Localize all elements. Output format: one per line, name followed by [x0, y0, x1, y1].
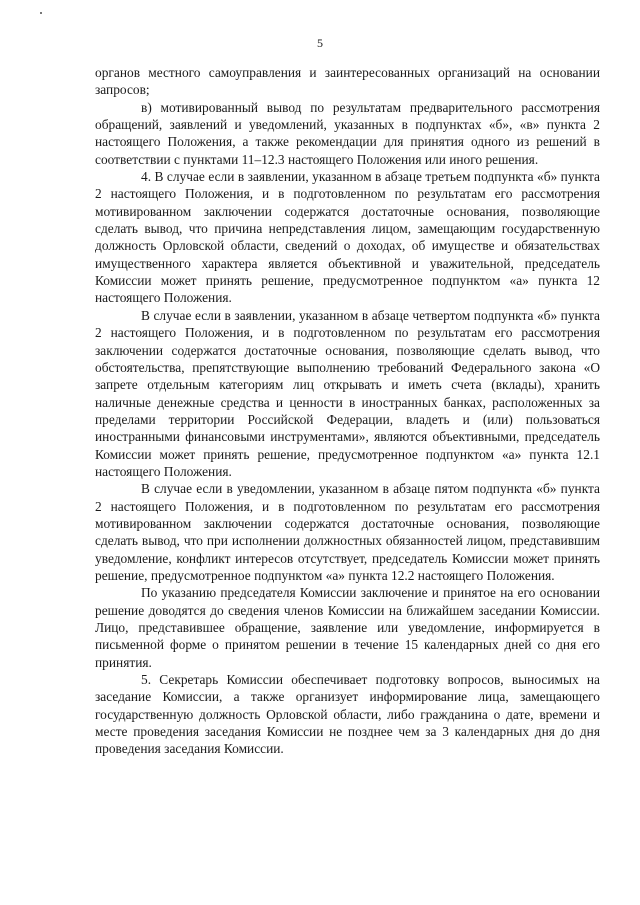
paragraph-chairman-instruction: По указанию председателя Комиссии заключение и принятое на его основании решение доводятся до сведения членов Комиссии на ближайшем заседании Комиссии. Лицо, представившее обращение, заявление или уведомление, информируется в письменной форме о принятом решении в течение 15 календарных дней со дня его принятия. — [95, 585, 600, 670]
paragraph-foreign-accounts: В случае если в заявлении, указанном в абзаце четвертом подпункта «б» пункта 2 настоящего Положения, и в подготовленном по результатам его рассмотрения заключении содержатся достаточные основания, позволяющие сделать вывод, что обстоятельства, препятствующие выполнению требований Федерального закона «О запрете отдельным категориям лиц открывать и иметь счета (вклады), хранить наличные денежные средства и ценности в иностранных банках, расположенных за пределами территории Российской Федерации, владеть и (или) пользоваться иностранными финансовыми инструментами», являются объективными, председатель Комиссии может принять решение, предусмотренное подпунктом «а» пункта 12.1 настоящего Положения. — [95, 307, 600, 479]
paragraph-item-v: в) мотивированный вывод по результатам предварительного рассмотрения обращений, заявлений и уведомлений, указанных в подпунктах «б», «в» пункта 2 настоящего Положения, а также рекомендации для принятия одного из решений в соответствии с пунктами 11–12.3 настоящего Положения или иного решения. — [95, 99, 600, 167]
paragraph-section-5: 5. Секретарь Комиссии обеспечивает подготовку вопросов, выносимых на заседание Комиссии, а также организует информирование лица, замещающего государственную должность Орловской области, либо гражданина о дате, времени и месте проведения заседания Комиссии не позднее чем за 3 календарных дня до дня проведения заседания Комиссии. — [95, 672, 600, 757]
document-body — [95, 64, 600, 758]
paragraph-conflict-of-interest: В случае если в уведомлении, указанном в абзаце пятом подпункта «б» пункта 2 настоящего Положения, и в подготовленном по результатам его рассмотрения мотивированном заключении содержатся достаточные основания, позволяющие сделать вывод, что при исполнении должностных обязанностей лицом, представившим уведомление, конфликт интересов отсутствует, председатель Комиссии может принять решение, предусмотренное подпунктом «а» пункта 12.2 настоящего Положения. — [95, 481, 600, 583]
page-number: 5 — [317, 36, 323, 50]
paragraph-section-4: 4. В случае если в заявлении, указанном в абзаце третьем подпункта «б» пункта 2 настоящего Положения, и в подготовленном по результатам его рассмотрения мотивированном заключении содержатся достаточные основания, позволяющие сделать вывод, что причина непредставления лицом, замещающим государственную должность Орловской области, сведений о доходах, об имуществе и обязательствах имущественного характера является объективной и уважительной, председатель Комиссии может принять решение, предусмотренное подпунктом «а» пункта 12 настоящего Положения. — [95, 169, 600, 306]
scan-mark — [40, 12, 42, 14]
paragraph-continuation: органов местного самоуправления и заинтересованных организаций на основании запросов; — [95, 65, 600, 98]
